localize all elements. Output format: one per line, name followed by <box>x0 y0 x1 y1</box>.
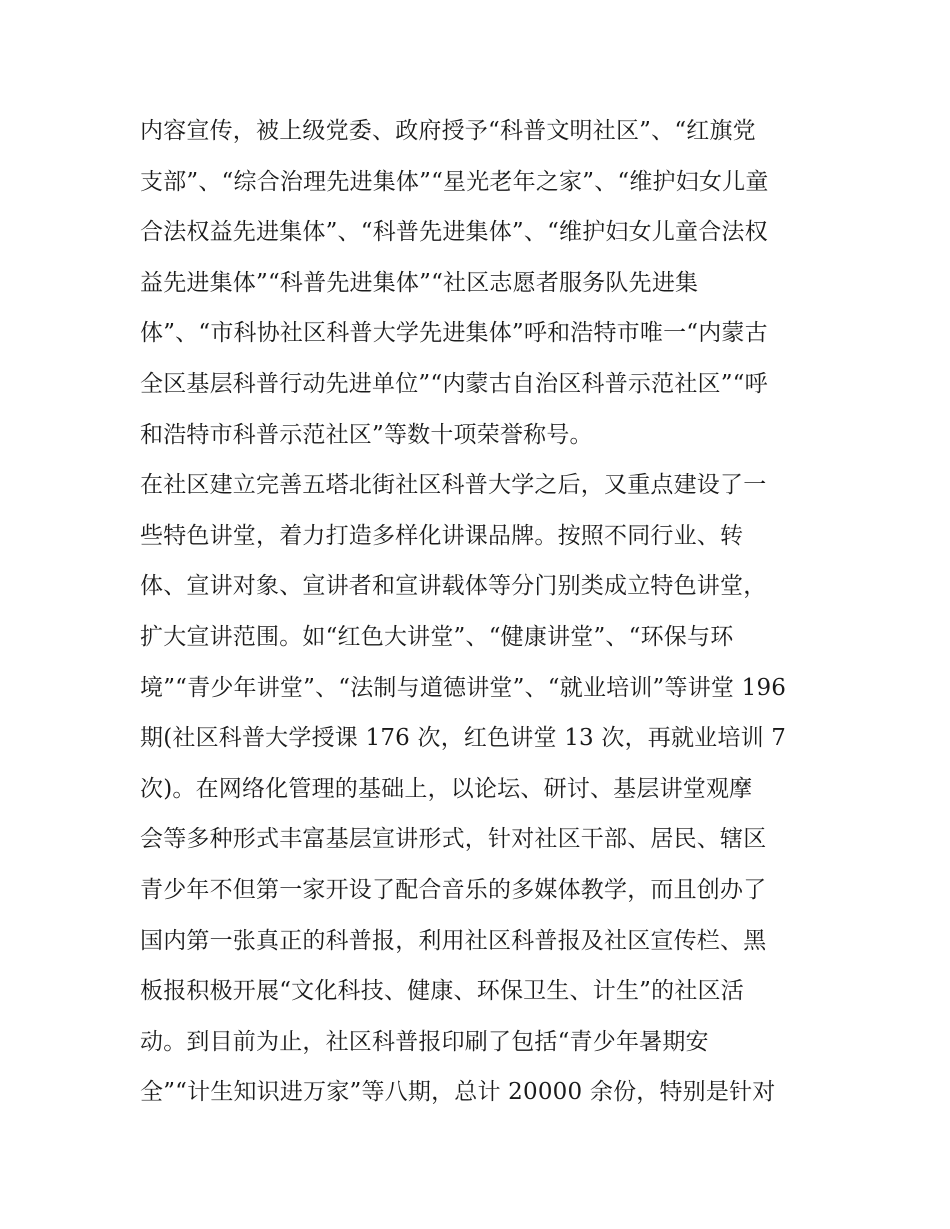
text-line: 全区基层科普行动先进单位”“内蒙古自治区科普示范社区”“呼 <box>140 370 768 397</box>
text-line: 境”“青少年讲堂”、“法制与道德讲堂”、“就业培训”等讲堂 196 <box>140 674 787 701</box>
text-line: 会等多种形式丰富基层宣讲形式，针对社区干部、居民、辖区 <box>140 826 767 853</box>
text-line: 和浩特市科普示范社区”等数十项荣誉称号。 <box>140 421 593 448</box>
text-line: 扩大宣讲范围。如“红色大讲堂”、“健康讲堂”、“环保与环 <box>140 623 734 650</box>
text-line: 体、宣讲对象、宣讲者和宣讲载体等分门别类成立特色讲堂， <box>140 573 767 600</box>
text-line: 内容宣传，被上级党委、政府授予“科普文明社区”、“红旗党 <box>140 118 756 144</box>
text-line: 青少年不但第一家开设了配合音乐的多媒体教学，而且创办了 <box>140 876 767 903</box>
text-line: 次)。在网络化管理的基础上，以论坛、研讨、基层讲堂观摩 <box>140 775 753 802</box>
text-line: 益先进集体”“科普先进集体”“社区志愿者服务队先进集 <box>140 269 699 296</box>
text-line: 体”、“市科协社区科普大学先进集体”呼和浩特市唯一“内蒙古 <box>140 320 768 347</box>
text-line: 动。到目前为止，社区科普报印刷了包括“青少年暑期安 <box>140 1028 709 1055</box>
text-line: 全”“计生知识进万家”等八期，总计 20000 余份，特别是针对 <box>140 1079 776 1106</box>
text-line: 些特色讲堂，着力打造多样化讲课品牌。按照不同行业、转 <box>140 522 744 549</box>
text-line: 板报积极开展“文化科技、健康、环保卫生、计生”的社区活 <box>140 978 744 1005</box>
text-line: 国内第一张真正的科普报，利用社区科普报及社区宣传栏、黑 <box>140 927 767 954</box>
text-line: 在社区建立完善五塔北街社区科普大学之后，又重点建设了一 <box>140 472 767 499</box>
body-text <box>140 106 830 1118</box>
text-line: 支部”、“综合治理先进集体”“星光老年之家”、“维护妇女儿童 <box>140 168 769 195</box>
text-line: 期(社区科普大学授课 176 次，红色讲堂 13 次，再就业培训 7 <box>140 725 787 752</box>
text-line: 合法权益先进集体”、“科普先进集体”、“维护妇女儿童合法权 <box>140 219 768 246</box>
